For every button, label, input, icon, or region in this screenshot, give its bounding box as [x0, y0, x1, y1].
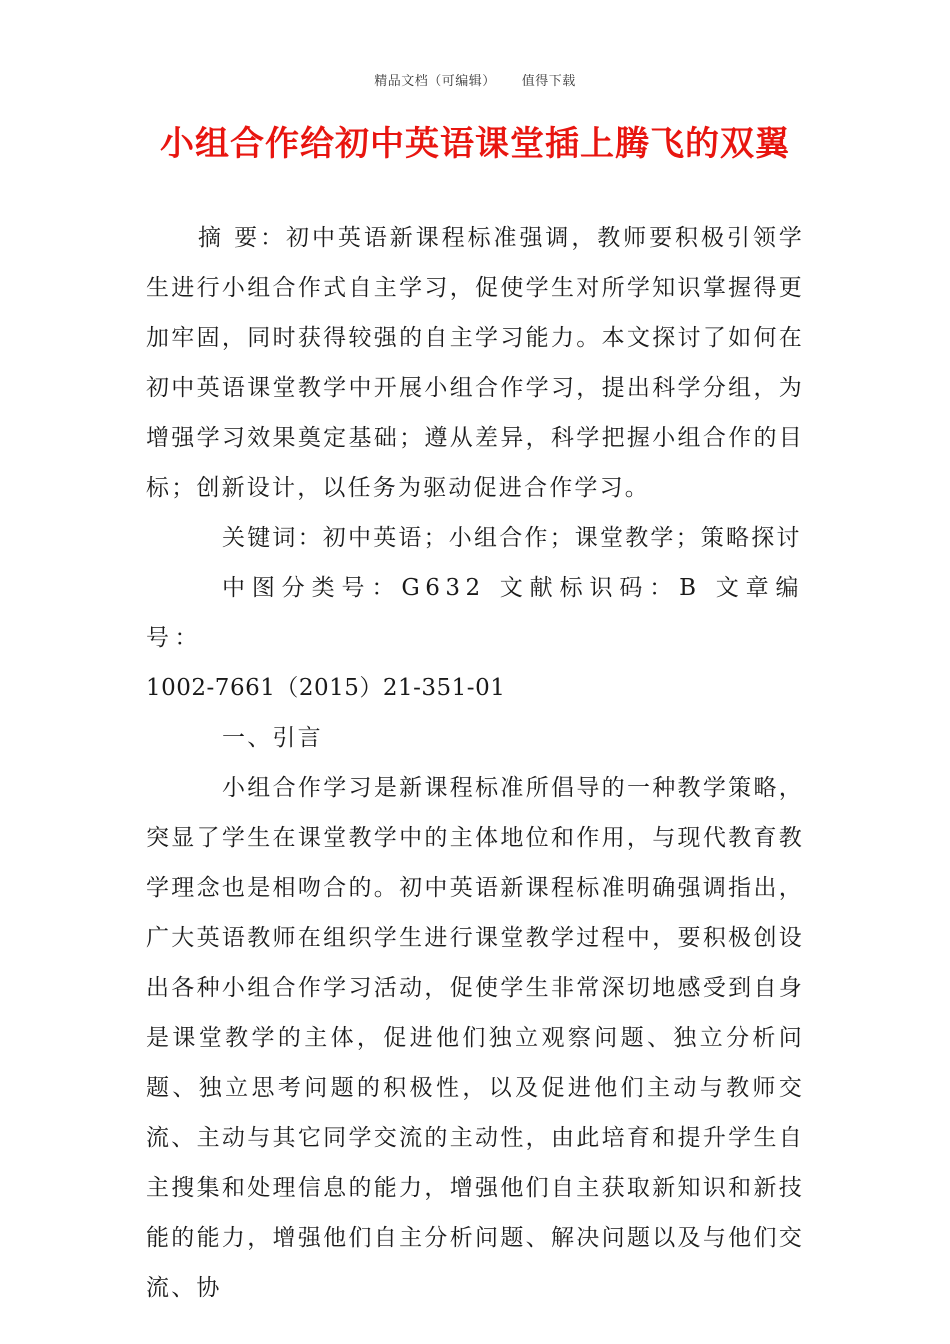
header-right-text: 值得下载 [521, 74, 576, 89]
page-header [0, 70, 950, 89]
document-body [146, 213, 804, 1313]
article-number-line: 1002-7661（2015）21-351-01 [146, 675, 506, 701]
header-left-text: 精品文档（可编辑） [374, 74, 496, 89]
document-title: 小组合作给初中英语课堂插上腾飞的双翼 [160, 124, 790, 164]
classification-line: 中图分类号：G632 文献标识码：B 文章编号： [146, 575, 804, 651]
section-heading: 一、引言 [222, 725, 323, 751]
keywords-line: 关键词：初中英语；小组合作；课堂教学；策略探讨 [222, 525, 802, 551]
intro-paragraph: 小组合作学习是新课程标准所倡导的一种教学策略，突显了学生在课堂教学中的主体地位和作用，与现代教育教学理念也是相吻合的。初中英语新课程标准明确强调指出，广大英语教师在组织学生进行课堂教学过程中，要积极创设出各种小组合作学习活动，促使学生非常深切地感受到自身是课堂教学的主体，促进他们独立观察问题、独立分析问题、独立思考问题的积极性，以及促进他们主动与教师交流、主动与其它同学交流的主动性，由此培育和提升学生自主搜集和处理信息的能力，增强他们自主获取新知识和新技能的能力，增强他们自主分析问题、解决问题以及与他们交流、协 [146, 775, 804, 1301]
abstract-paragraph: 摘 要：初中英语新课程标准强调，教师要积极引领学生进行小组合作式自主学习，促使学生对所学知识掌握得更加牢固，同时获得较强的自主学习能力。本文探讨了如何在初中英语课堂教学中开展小组合作学习，提出科学分组，为增强学习效果奠定基础；遵从差异，科学把握小组合作的目标；创新设计，以任务为驱动促进合作学习。 [146, 225, 804, 501]
